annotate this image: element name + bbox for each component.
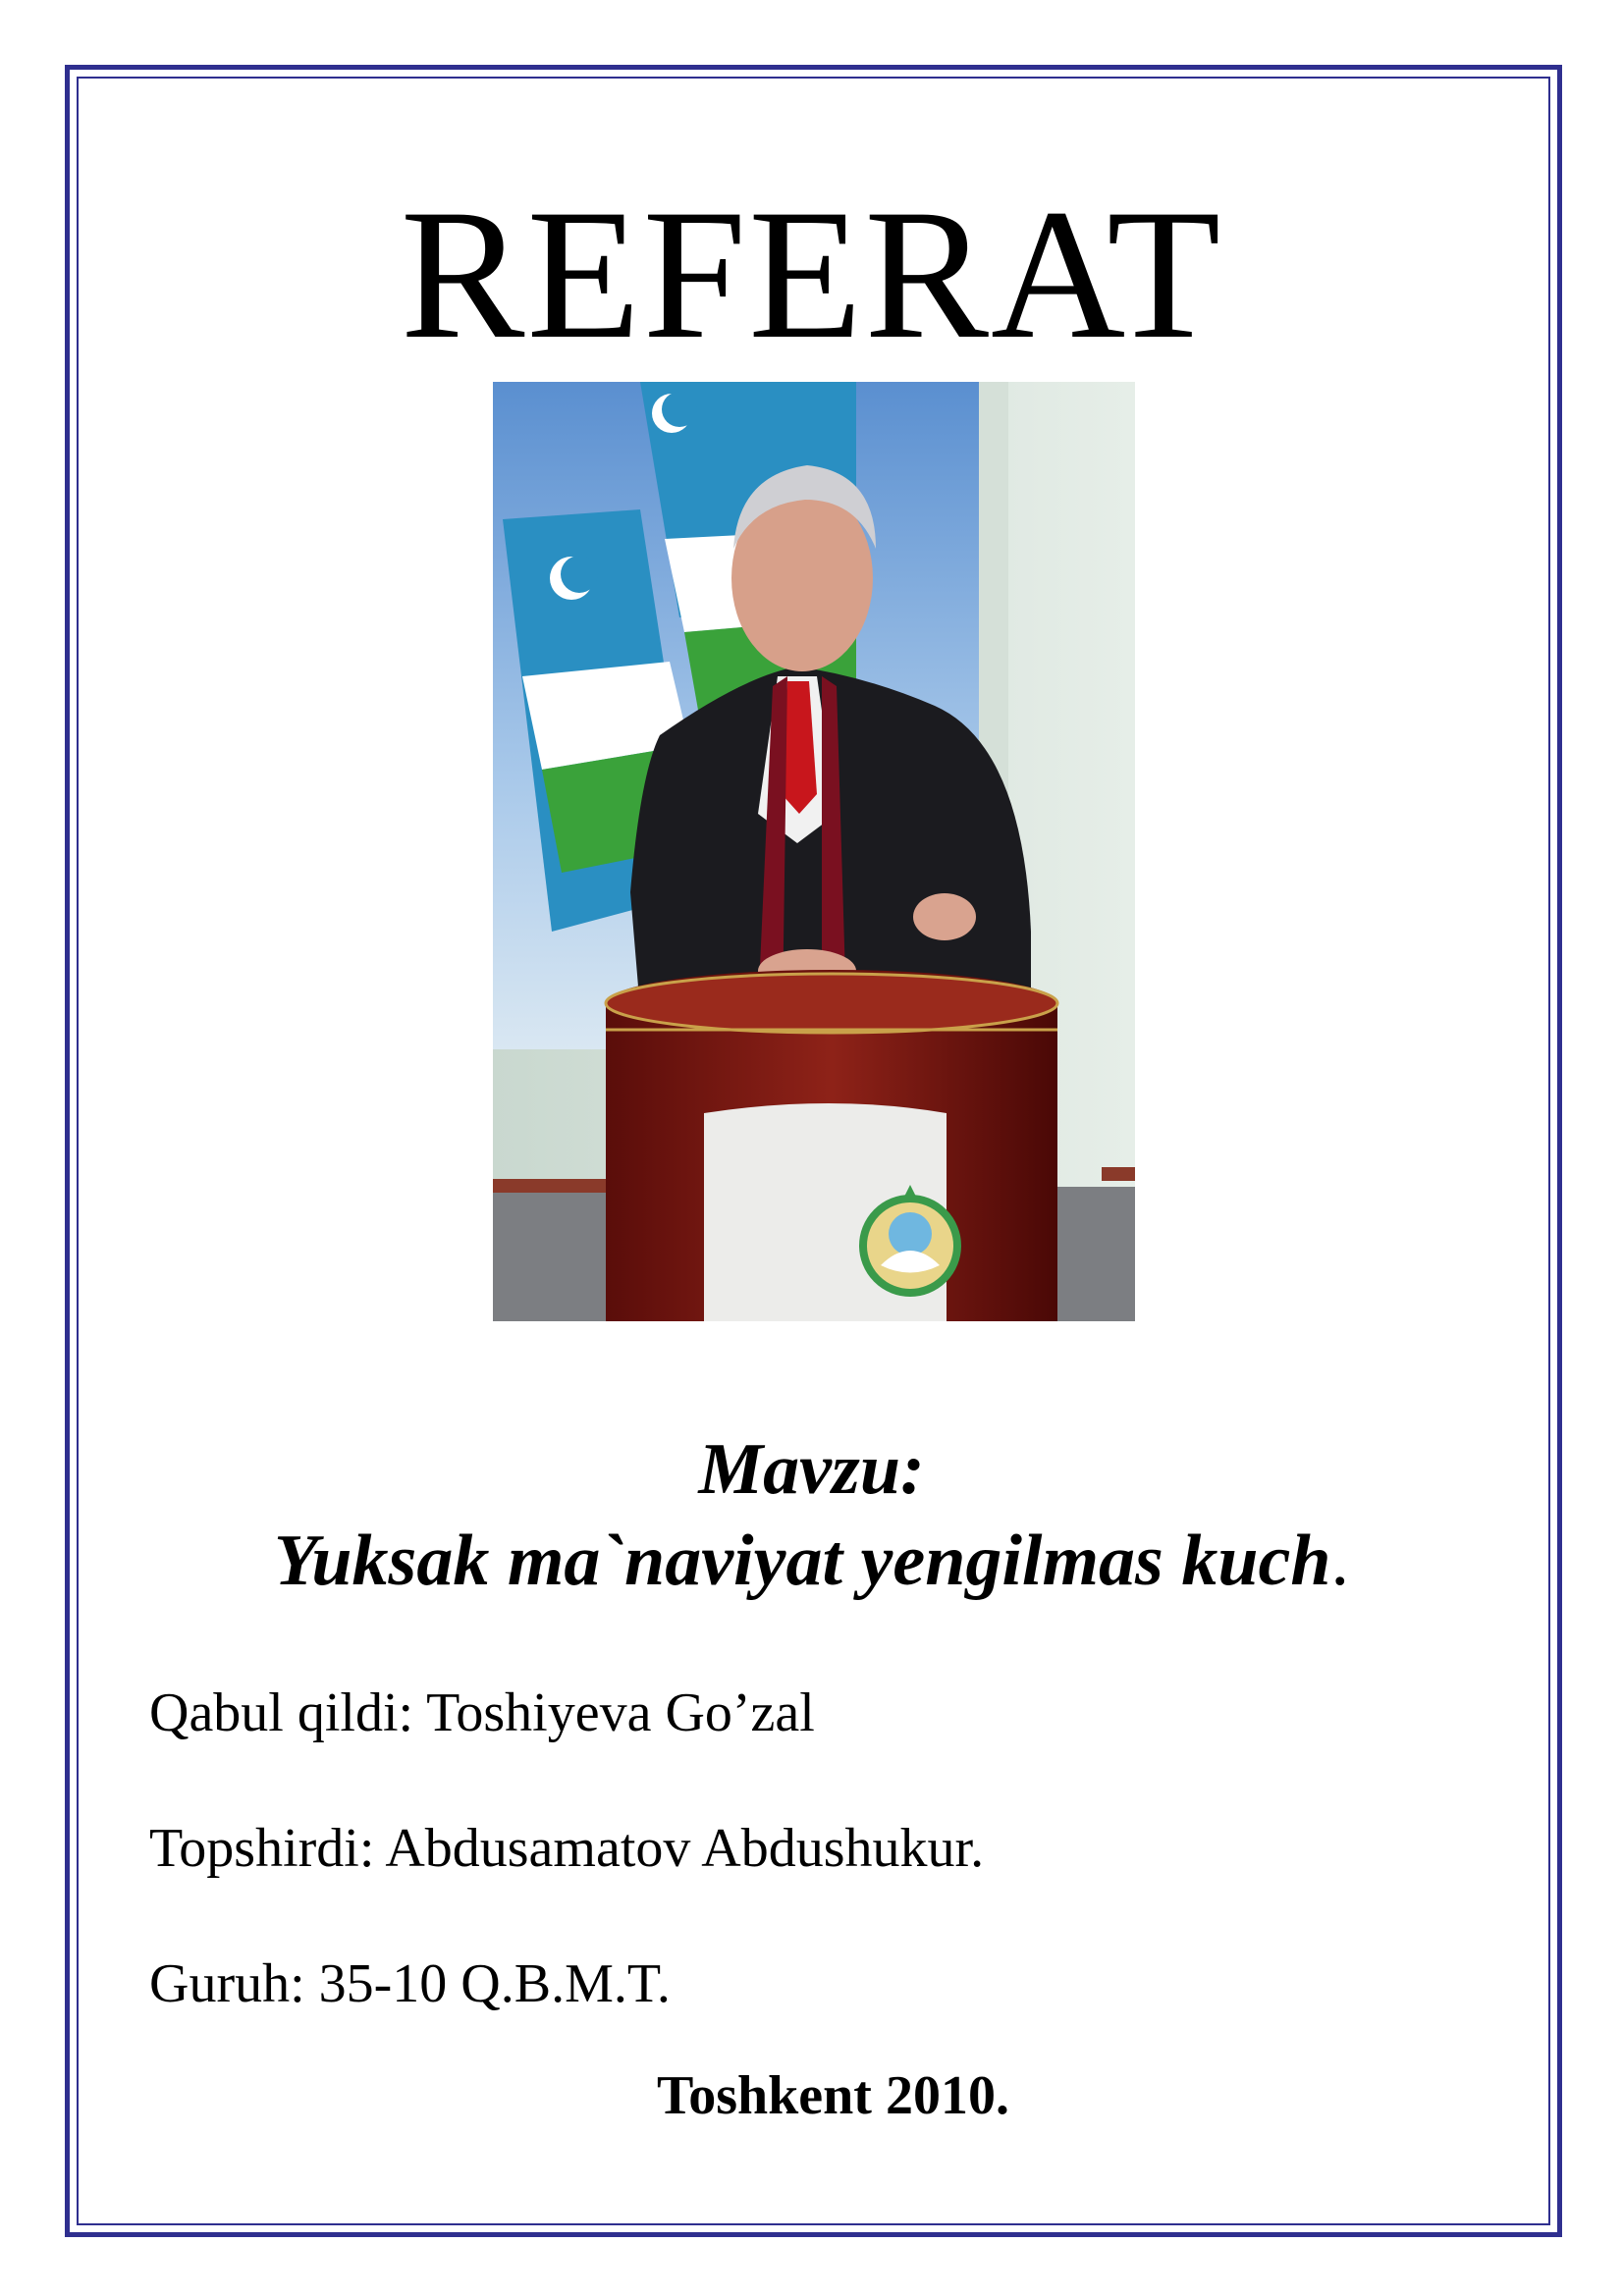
accepted-by: Qabul qildi: Toshiyeva Go’zal [149, 1682, 815, 1743]
topic-text: Yuksak ma`naviyat yengilmas kuch [273, 1521, 1331, 1601]
group: Guruh: 35-10 Q.B.M.T. [149, 1953, 671, 2014]
topic-label: Mavzu: [698, 1429, 925, 1510]
document-title: REFERAT [400, 172, 1223, 378]
topic-period: . [1330, 1521, 1349, 1601]
topic-title [0, 1517, 1623, 1605]
cover-photo [493, 382, 1135, 1321]
place-year: Toshkent 2010. [657, 2065, 1009, 2126]
submitted-by: Topshirdi: Abdusamatov Abdushukur. [149, 1818, 985, 1879]
